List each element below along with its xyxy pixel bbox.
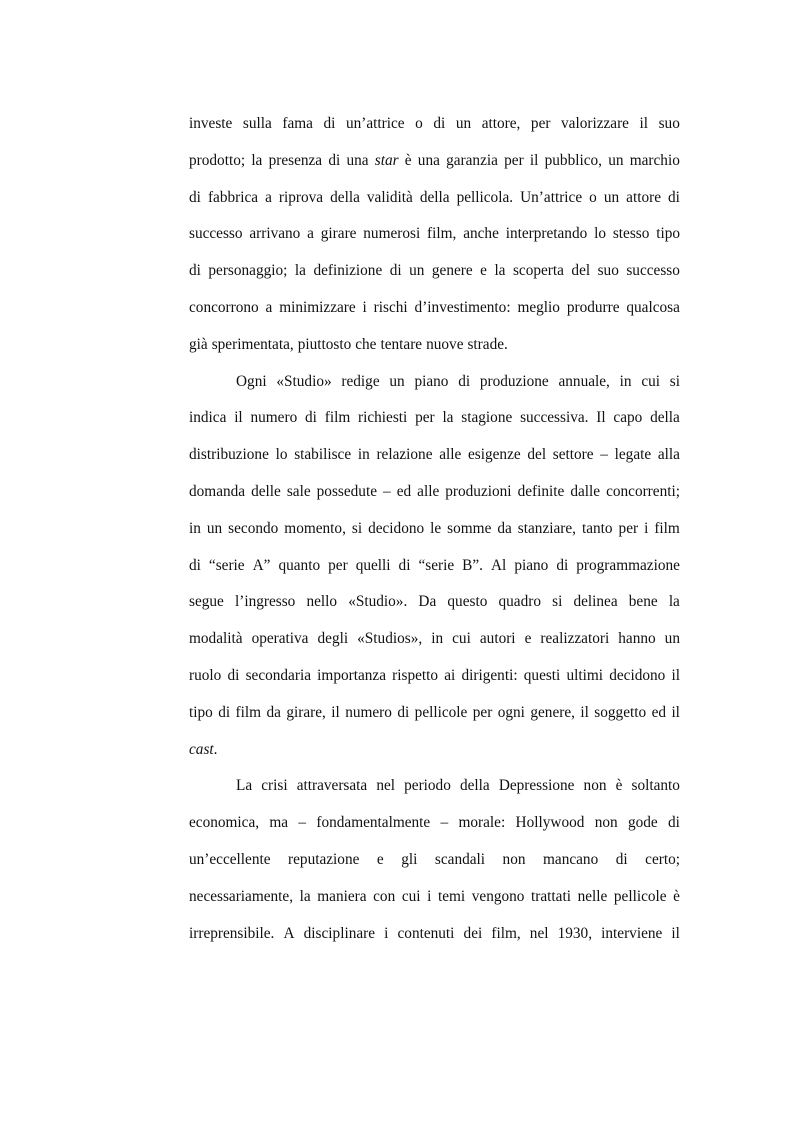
word: necessariamente, [189, 887, 294, 905]
word: minimizzare [279, 298, 356, 316]
word: lo [275, 446, 288, 464]
word: – [600, 446, 608, 464]
word: Un’attrice [520, 188, 583, 206]
text-line [189, 695, 680, 732]
word: produzione [479, 372, 549, 390]
word: meglio [517, 298, 560, 316]
text-line [189, 216, 680, 253]
word: – [298, 814, 307, 832]
word: garanzia [446, 151, 498, 169]
word: in [431, 630, 444, 648]
word: piano [414, 372, 449, 390]
word: il [529, 151, 539, 169]
word: il [234, 409, 243, 427]
word: stesso [612, 225, 650, 243]
word: esigenze [468, 446, 521, 464]
word: attore, [481, 115, 521, 132]
word: la [299, 887, 311, 905]
word: irreprensibile. [189, 924, 275, 942]
word: pellicole [613, 887, 667, 905]
word: A [283, 924, 295, 942]
word: B”. [462, 556, 483, 574]
word: film [235, 703, 262, 721]
word: decidono [368, 519, 425, 537]
word: concorrenti; [606, 482, 680, 500]
word: anche [463, 225, 499, 243]
word: scoperta [512, 262, 564, 280]
word: per [415, 409, 435, 427]
word: delinea [573, 593, 618, 611]
word: dalle [570, 482, 601, 500]
text-line [189, 143, 680, 180]
word: ma [269, 814, 289, 832]
word: settore [552, 446, 594, 464]
word: attraversata [296, 777, 368, 795]
word: di [668, 188, 680, 206]
word: cui [452, 630, 471, 648]
word: annuale, [558, 372, 610, 390]
word: girare [320, 225, 357, 243]
word: un [389, 372, 405, 390]
word: cui [401, 887, 421, 905]
word: film [324, 409, 351, 427]
text-line [189, 511, 680, 548]
word: il [671, 666, 680, 684]
word: vengono [471, 887, 525, 905]
word: il [671, 703, 680, 721]
text-line [189, 584, 680, 621]
word: piuttosto [297, 335, 352, 353]
word: quadro [498, 593, 541, 611]
word: questo [447, 593, 488, 611]
word: la [668, 593, 680, 611]
word: 1930, [557, 924, 593, 942]
word: Depressione [498, 777, 575, 795]
word: prodotto; [189, 151, 246, 169]
word: in [189, 519, 201, 537]
word: sperimentata, [211, 335, 294, 353]
word: la [442, 409, 454, 427]
word: Da [418, 593, 437, 611]
word: una [417, 151, 440, 169]
word: bene [628, 593, 658, 611]
word: decidono [609, 666, 666, 684]
word: segue [189, 593, 224, 611]
word: autori [479, 630, 516, 648]
word: pubblico, [544, 151, 602, 169]
word: non [583, 777, 607, 795]
word: d’investimento: [414, 298, 511, 316]
word: nel [376, 777, 396, 795]
word: i [384, 924, 389, 942]
word: investe [189, 115, 233, 132]
word: del [527, 446, 547, 464]
paragraph-1 [189, 106, 680, 364]
text-line [189, 106, 680, 143]
word: valorizzare [561, 115, 629, 132]
word: arrivano [249, 225, 301, 243]
word: è [673, 887, 680, 905]
word: programmazione [576, 556, 680, 574]
word: di [398, 556, 411, 574]
word: strade. [467, 335, 508, 353]
word: rispetto [392, 666, 439, 684]
word: validità [366, 188, 413, 206]
text-line [189, 916, 680, 953]
word: Il [596, 409, 606, 427]
word: della [459, 777, 490, 795]
word: gli [401, 850, 418, 868]
word: numero [345, 703, 392, 721]
word: i [362, 298, 367, 316]
word: modalità [189, 630, 243, 648]
word: ai [444, 666, 456, 684]
word: piano [514, 556, 549, 574]
word: per [530, 115, 551, 132]
word: produrre [566, 298, 620, 316]
word: successo [189, 225, 243, 243]
word: cast. [189, 740, 218, 758]
word: la [251, 151, 263, 169]
word: già [189, 335, 208, 353]
word: il [331, 703, 340, 721]
word: operativa [251, 630, 309, 648]
word: disciplinare [303, 924, 376, 942]
word: alle [439, 446, 462, 464]
word: marchio [629, 151, 680, 169]
text-line [189, 364, 680, 401]
word: momento, [284, 519, 346, 537]
word: è [615, 777, 623, 795]
word: si [669, 372, 680, 390]
word: un [409, 262, 425, 280]
word: qualcosa [626, 298, 680, 316]
word: per [504, 151, 524, 169]
word: di [227, 666, 240, 684]
word: ogni [497, 703, 525, 721]
word: possedute [316, 482, 377, 500]
word: un [608, 151, 624, 169]
word: lo [594, 225, 606, 243]
text-line [189, 474, 680, 511]
word: Al [491, 556, 507, 574]
word: personaggio; [208, 262, 288, 280]
word: somme [447, 519, 492, 537]
word: sale [286, 482, 311, 500]
word: contenuti [397, 924, 455, 942]
word: a [265, 188, 272, 206]
word: Ogni [236, 372, 267, 390]
word: «Studios», [357, 630, 423, 648]
word: “serie [418, 556, 455, 574]
word: si [351, 519, 363, 537]
word: Hollywood [515, 814, 585, 832]
word: trattati [531, 887, 571, 905]
word: un [603, 188, 620, 206]
text-line [189, 842, 680, 879]
text-line [189, 879, 680, 916]
word: da [266, 703, 281, 721]
word: di [615, 850, 628, 868]
word: fondamentalmente [316, 814, 431, 832]
word: definite [517, 482, 565, 500]
word: stanziare, [517, 519, 576, 537]
word: suo [597, 262, 619, 280]
text-line [189, 327, 680, 364]
word: di [189, 262, 201, 280]
word: realizzatori [540, 630, 610, 648]
word: suo [658, 115, 680, 132]
word: tentare [380, 335, 423, 353]
word: film [654, 519, 680, 537]
text-line [189, 180, 680, 217]
word: e [376, 850, 384, 868]
word: in [357, 446, 370, 464]
word: genere, [530, 703, 575, 721]
word: cui [641, 372, 661, 390]
word: con [373, 887, 396, 905]
word: numero [250, 409, 298, 427]
word: alla [657, 446, 680, 464]
word: secondaria [245, 666, 311, 684]
word: presenza [268, 151, 323, 169]
word: di [458, 372, 471, 390]
word: pellicola. [456, 188, 514, 206]
word: A” [252, 556, 271, 574]
word: definizione [313, 262, 383, 280]
word: degli [317, 630, 349, 648]
word: la [494, 262, 506, 280]
word: a [265, 298, 273, 316]
paragraph-2 [189, 364, 680, 769]
word: genere [431, 262, 473, 280]
word: di [189, 188, 201, 206]
word: i [644, 519, 649, 537]
word: di [323, 115, 336, 132]
text-line [189, 400, 680, 437]
word: una [346, 151, 369, 169]
word: di [389, 262, 402, 280]
word: richiesti [358, 409, 408, 427]
word: e [480, 262, 487, 280]
word: soltanto [631, 777, 680, 795]
word: ruolo [189, 666, 222, 684]
word: “serie [208, 556, 245, 574]
word: la [294, 262, 306, 280]
word: certo; [645, 850, 680, 868]
text-line [189, 768, 680, 805]
word: soggetto [594, 703, 647, 721]
word: ed [651, 703, 667, 721]
word: da [497, 519, 512, 537]
text-line [189, 437, 680, 474]
text-line [189, 548, 680, 585]
word: maniera [317, 887, 367, 905]
paragraph-3 [189, 768, 680, 952]
word: ultimi [566, 666, 604, 684]
word: di [328, 151, 341, 169]
word: un [206, 519, 223, 537]
word: che [355, 335, 377, 353]
word: hanno [618, 630, 656, 648]
word: della [330, 188, 360, 206]
word: successo [626, 262, 680, 280]
text-line [189, 732, 680, 769]
word: il [580, 703, 589, 721]
word: si [552, 593, 563, 611]
word: e [524, 630, 532, 648]
word: per [618, 519, 639, 537]
word: o [589, 188, 597, 206]
text-line [189, 658, 680, 695]
word: economica, [189, 814, 260, 832]
text-line [189, 290, 680, 327]
word: di [189, 556, 201, 574]
word: di [668, 814, 680, 832]
word: stagione [461, 409, 513, 427]
word: tipo [656, 225, 680, 243]
word: in [619, 372, 632, 390]
word: non [502, 850, 526, 868]
word: rischi [373, 298, 408, 316]
text-line [189, 253, 680, 290]
word: La [236, 777, 253, 795]
word: capo [613, 409, 643, 427]
word: crisi [261, 777, 288, 795]
word: di [433, 115, 446, 132]
word: di [556, 556, 569, 574]
word: film, [491, 924, 521, 942]
word: interpretando [505, 225, 588, 243]
word: un’eccellente [189, 850, 271, 868]
word: tipo [189, 703, 213, 721]
word: fama [282, 115, 313, 132]
text-line [189, 805, 680, 842]
word: del [571, 262, 591, 280]
word: gode [627, 814, 658, 832]
word: il [639, 115, 649, 132]
word: relazione [376, 446, 433, 464]
word: alle [417, 482, 440, 500]
body-text [189, 106, 680, 952]
word: quelli [355, 556, 391, 574]
word: concorrono [189, 298, 259, 316]
word: girare, [286, 703, 326, 721]
word: tanto [581, 519, 613, 537]
word: a [307, 225, 314, 243]
word: il [671, 924, 680, 942]
word: nello [306, 593, 338, 611]
word: temi [437, 887, 466, 905]
word: mancano [543, 850, 599, 868]
word: stabilisce [294, 446, 352, 464]
word: un [455, 115, 472, 132]
word: sulla [242, 115, 272, 132]
word: legate [614, 446, 652, 464]
word: per [328, 556, 348, 574]
word: film, [427, 225, 457, 243]
word: della [419, 188, 450, 206]
word: di [397, 703, 410, 721]
word: morale: [458, 814, 506, 832]
word: secondo [228, 519, 279, 537]
word: della [650, 409, 680, 427]
word: numerosi [363, 225, 421, 243]
word: questi [523, 666, 561, 684]
word: un’attrice [345, 115, 405, 132]
word: delle [251, 482, 281, 500]
word: domanda [189, 482, 246, 500]
word: quanto [278, 556, 321, 574]
word: non [594, 814, 618, 832]
word: riprova [278, 188, 324, 206]
word: un [664, 630, 680, 648]
word: periodo [404, 777, 451, 795]
word: indica [189, 409, 227, 427]
word: nel [529, 924, 549, 942]
word: importanza [317, 666, 386, 684]
word: «Studio» [276, 372, 332, 390]
word: le [430, 519, 442, 537]
word: nuove [426, 335, 464, 353]
word: di [218, 703, 231, 721]
word: redige [341, 372, 380, 390]
word: è [404, 151, 412, 169]
word: pellicole [414, 703, 468, 721]
word: reputazione [288, 850, 360, 868]
word: l’ingresso [234, 593, 296, 611]
text-line [189, 621, 680, 658]
word: dei [463, 924, 483, 942]
word: fabbrica [207, 188, 259, 206]
word: dirigenti: [461, 666, 518, 684]
word: ed [396, 482, 412, 500]
word: per [472, 703, 493, 721]
word: – [440, 814, 449, 832]
word: di [305, 409, 317, 427]
word: i [427, 887, 432, 905]
word: interviene [601, 924, 663, 942]
word: nelle [577, 887, 608, 905]
word: attore [626, 188, 661, 206]
word: distribuzione [189, 446, 269, 464]
word: produzioni [445, 482, 512, 500]
word: – [383, 482, 391, 500]
word: o [415, 115, 423, 132]
word: star [374, 151, 399, 169]
word: successiva. [520, 409, 589, 427]
word: scandali [434, 850, 486, 868]
word: «Studio». [348, 593, 408, 611]
